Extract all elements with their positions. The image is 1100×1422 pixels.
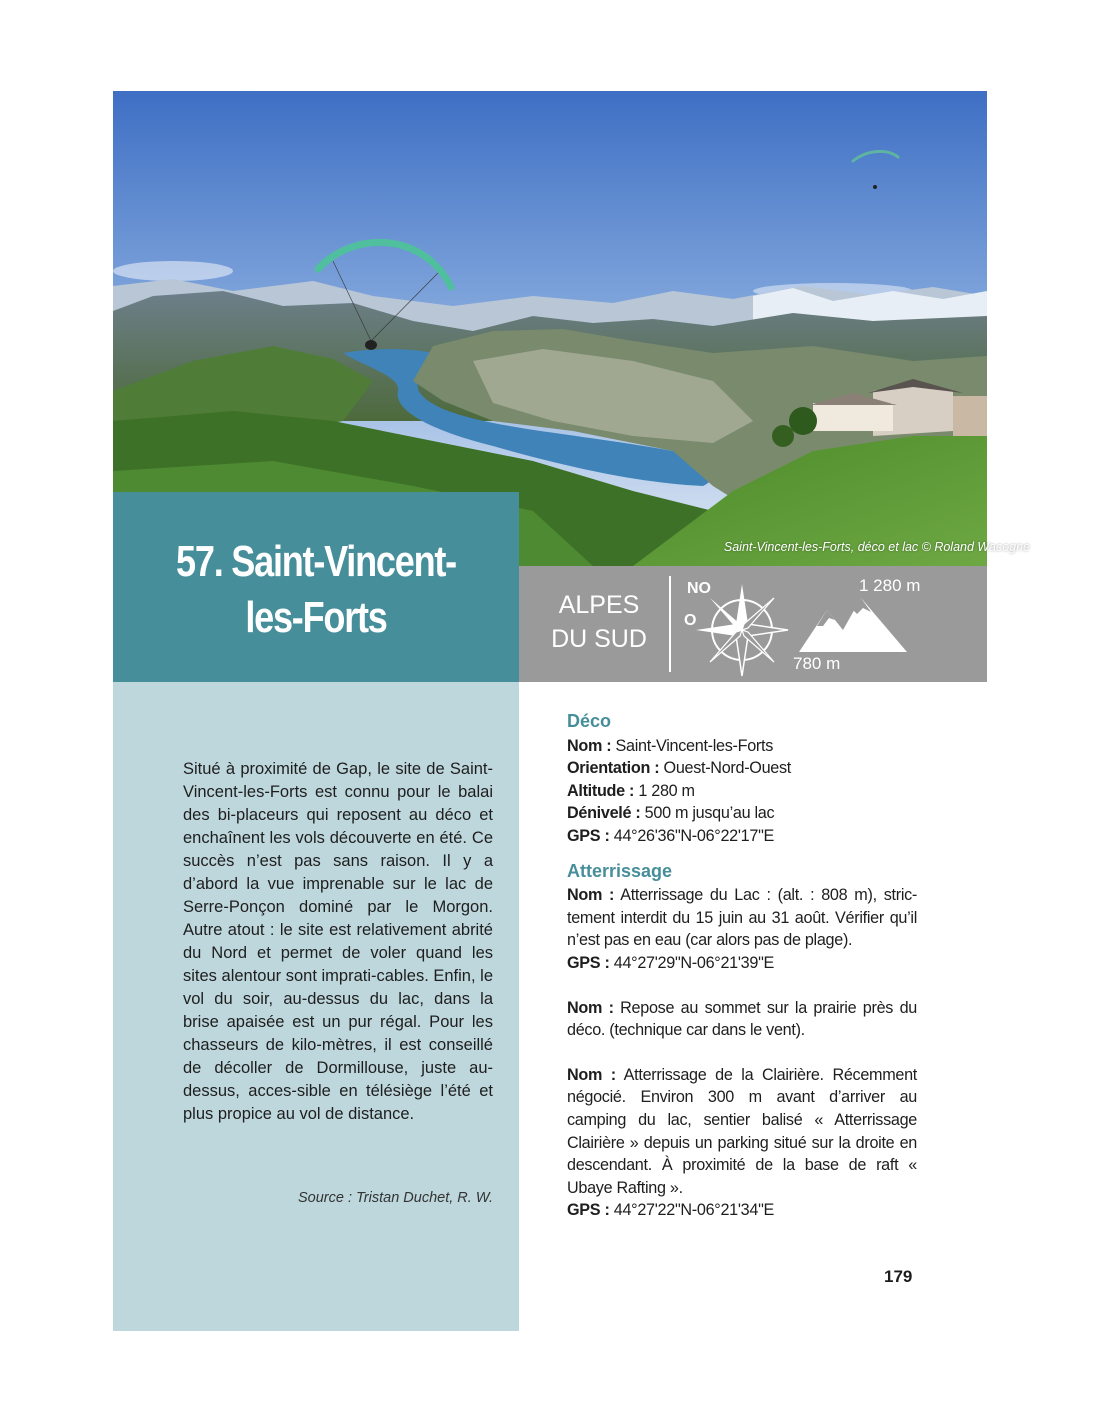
page-number: 179	[884, 1267, 913, 1286]
atterrissage-title: Atterrissage	[567, 860, 673, 881]
altitude-top: 1 280 m	[859, 576, 921, 595]
landing-3-gps: GPS : 44°27'22"N-06°21'34"E	[567, 1201, 775, 1220]
title-line-1: 57. Saint-Vincent-	[176, 537, 456, 586]
title-block	[113, 492, 519, 682]
deco-altitude: Altitude : 1 280 m	[567, 781, 695, 800]
band-divider	[669, 576, 671, 672]
page-title	[150, 534, 483, 646]
region-line-1: ALPES	[558, 591, 640, 619]
landing-2: Nom : Repose au sommet sur la prairie près du déco. (technique car dans le vent).	[567, 998, 917, 1040]
deco-denivele: Dénivelé : 500 m jusqu’au lac	[567, 804, 775, 823]
region-label	[539, 588, 659, 656]
site-details	[567, 710, 917, 1222]
deco-orientation: Orientation : Ouest-Nord-Ouest	[567, 759, 791, 778]
photo-caption: Saint-Vincent-les-Forts, déco et lac © Roland Wacogne	[723, 540, 1030, 554]
intro-panel	[113, 682, 519, 1331]
deco-nom: Nom : Saint-Vincent-les-Forts	[567, 736, 773, 755]
landing-1-gps: GPS : 44°27'29"N-06°21'39"E	[567, 953, 775, 972]
title-line-2: les-Forts	[245, 593, 387, 642]
deco-title: Déco	[567, 711, 612, 731]
intro-text: Situé à proximité de Gap, le site de Saint-Vincent-les-Forts est connu pour le balai des bi-placeurs qui reposent au déco et enchaînent les vols découverte en été. Ce succès n’est pas sans raison. Il y a d’abord la vue imprenable sur le lac de Serre-Ponçon dominé par le Morgon. Autre atout : le site est relativement abrité du Nord et permet de voler quand les sites alentour sont imprati-cables. Enfin, le vol du soir, au-dessus du lac, dans la brise apaisée est un pur régal. Pour les chasseurs de kilo-mètres, il est conseillé de décoller de Dormillouse, juste au-dessus, acces-sible en télésiège l’été et plus propice au vol de distance.	[183, 760, 493, 1123]
orientation-label-no: NO	[687, 580, 711, 597]
region-line-2: DU SUD	[551, 625, 647, 653]
altitude-bottom: 780 m	[793, 654, 841, 673]
landing-1: Nom : Atterrissage du Lac : (alt. : 808 m), stric-tement interdit du 15 juin au 31 août. Vérifier qu’il n’est pas en eau (car alors pas de plage).	[567, 886, 917, 950]
source-credit: Source : Tristan Duchet, R. W.	[298, 1190, 493, 1206]
info-band	[519, 566, 987, 682]
mountains-icon	[799, 592, 907, 661]
deco-gps: GPS : 44°26'36"N-06°22'17"E	[567, 826, 775, 845]
landing-3: Nom : Atterrissage de la Clairière. Récemment négocié. Environ 300 m avant d’arriver au camping du lac, sentier balisé « Atterrissage Clairière » depuis un parking situé sur la droite en descendant. À proximité de la base de raft « Ubaye Rafting ».	[567, 1065, 918, 1197]
orientation-label-o: O	[684, 612, 697, 629]
